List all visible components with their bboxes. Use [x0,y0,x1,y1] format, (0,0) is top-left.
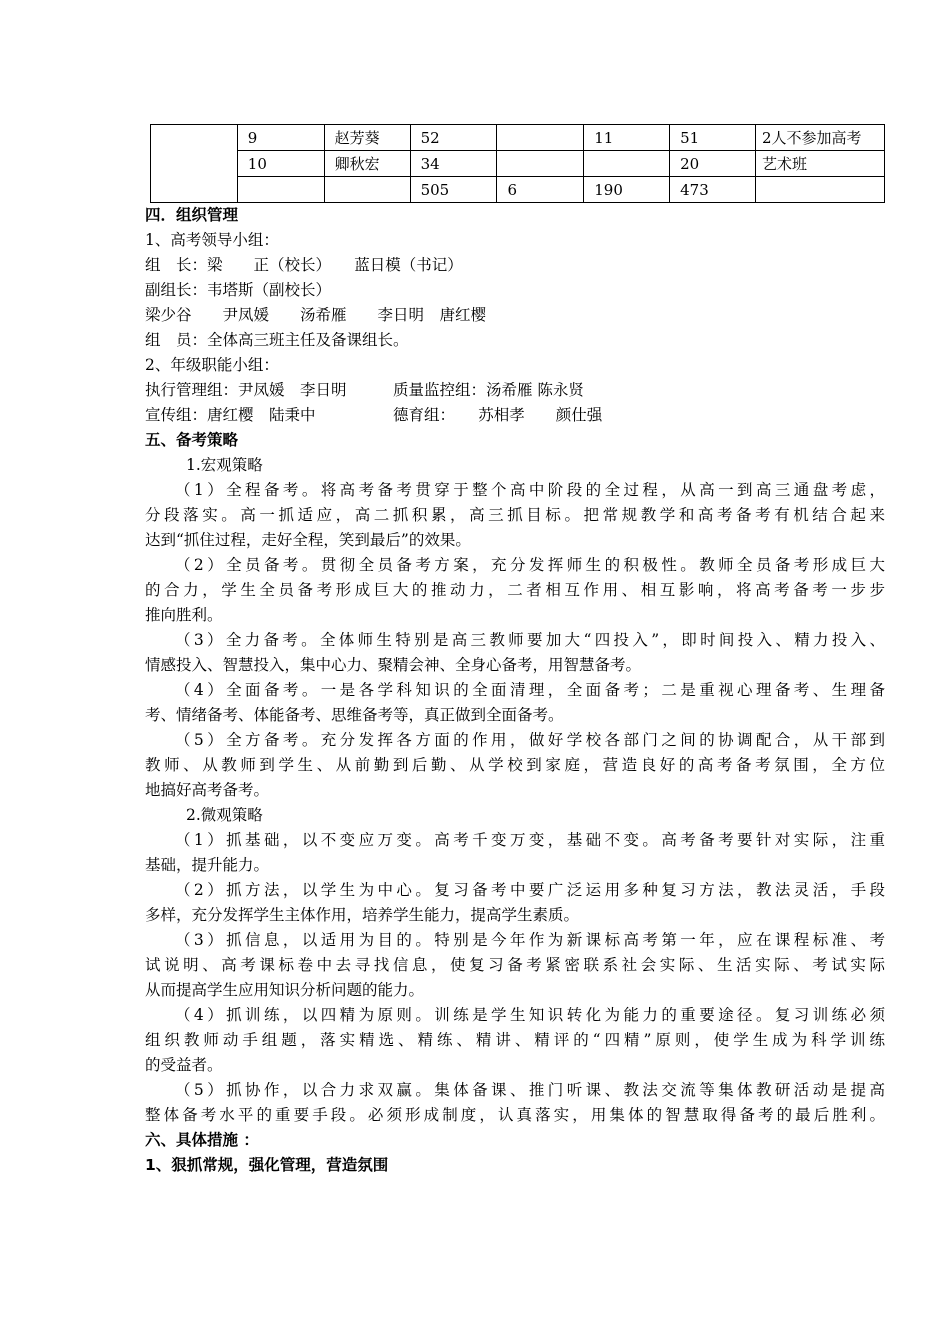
paragraph-line: （5）抓协作，以合力求双赢。集体备课、推门听课、教法交流等集体教研活动是提高 [175,1081,885,1099]
text-line: 2、年级职能小组： [145,356,279,374]
paragraph-line: 整体备考水平的重要手段。必须形成制度，认真落实，用集体的智慧取得备考的最后胜利。 [145,1106,885,1124]
table-cell [756,177,885,203]
paragraph-line: （4）全面备考。一是各学科知识的全面清理，全面备考；二是重视心理备考、生理备 [175,681,885,699]
section-heading: 五、备考策略 [145,431,239,449]
paragraph-line: 的合力，学生全员备考形成巨大的推动力，二者相互作用、相互影响，将高考备考一步步 [145,581,885,599]
subheading: 1.宏观策略 [186,456,263,474]
section-heading: 六、具体措施 ： [145,1131,259,1149]
table-cell: 34 [410,151,497,177]
table-cell: 9 [237,125,324,151]
subheading: 2.微观策略 [186,806,263,824]
paragraph-line: 的受益者。 [145,1056,223,1074]
paragraph-line: 从而提高学生应用知识分析问题的能力。 [145,981,425,999]
table-cell: 11 [584,125,670,151]
paragraph-line: （2）全员备考。贯彻全员备考方案，充分发挥师生的积极性。教师全员备考形成巨大 [175,556,885,574]
table-cell [324,177,410,203]
text-line: 梁少谷 尹凤媛 汤希雁 李日明 唐红樱 [145,306,487,324]
paragraph-line: 考、情绪备考、体能备考、思维备考等，真正做到全面备考。 [145,706,564,724]
table-row [151,125,885,151]
paragraph-line: （3）抓信息，以适用为目的。特别是今年作为新课标高考第一年，应在课程标准、考 [175,931,885,949]
paragraph-line: （4）抓训练，以四精为原则。训练是学生知识转化为能力的重要途径。复习训练必须 [175,1006,885,1024]
paragraph-line: （3）全力备考。全体师生特别是高三教师要加大“四投入”，即时间投入、精力投入、 [175,631,885,649]
table-cell [151,125,238,203]
paragraph-line: 基础，提升能力。 [145,856,270,874]
statistics-table [150,124,885,203]
text-line: 执行管理组：尹凤媛 李日明 质量监控组：汤希雁 陈永贤 [145,381,584,399]
paragraph-line: （5）全方备考。充分发挥各方面的作用，做好学校各部门之间的协调配合，从干部到 [175,731,885,749]
text-line: 宣传组：唐红樱 陆秉中 德育组： 苏相孝 颜仕强 [145,406,603,424]
table-cell: 2人不参加高考 [756,125,885,151]
paragraph-line: 组织教师动手组题，落实精选、精练、精讲、精评的“四精”原则，使学生成为科学训练 [145,1031,885,1049]
table-cell: 505 [410,177,497,203]
paragraph-line: 情感投入、智慧投入，集中心力、聚精会神、全身心备考，用智慧备考。 [145,656,642,674]
paragraph-line: 地搞好高考备考。 [145,781,270,799]
paragraph-line: 推向胜利。 [145,606,223,624]
paragraph-line: 达到“抓住过程，走好全程，笑到最后”的效果。 [145,531,471,549]
table-cell: 赵芳葵 [324,125,410,151]
table-row [151,151,885,177]
paragraph-line: （1）抓基础，以不变应万变。高考千变万变，基础不变。高考备考要针对实际，注重 [175,831,885,849]
table-cell: 卿秋宏 [324,151,410,177]
paragraph-line: 分段落实。高一抓适应，高二抓积累，高三抓目标。把常规教学和高考备考有机结合起来 [145,506,885,524]
table-cell [497,151,584,177]
table-cell: 190 [584,177,670,203]
paragraph-line: 教师、从教师到学生、从前勤到后勤、从学校到家庭，营造良好的高考备考氛围，全方位 [145,756,885,774]
table-row [151,177,885,203]
text-line: 1、高考领导小组： [145,231,279,249]
table-cell: 51 [670,125,756,151]
paragraph-line: （2）抓方法，以学生为中心。复习备考中要广泛运用多种复习方法，教法灵活，手段 [175,881,885,899]
text-line: 组 长：梁 正（校长） 蓝日模（书记） [145,256,463,274]
paragraph-line: （1）全程备考。将高考备考贯穿于整个高中阶段的全过程，从高一到高三通盘考虑， [175,481,885,499]
table-cell [584,151,670,177]
text-line: 副组长：韦塔斯（副校长） [145,281,332,299]
paragraph-line: 试说明、高考课标卷中去寻找信息，使复习备考紧密联系社会实际、生活实际、考试实际 [145,956,885,974]
paragraph-line: 多样，充分发挥学生主体作用，培养学生能力，提高学生素质。 [145,906,580,924]
table-cell: 6 [497,177,584,203]
table-cell [497,125,584,151]
table-cell: 20 [670,151,756,177]
table-cell: 473 [670,177,756,203]
table-cell: 10 [237,151,324,177]
table-cell [237,177,324,203]
text-line: 组 员：全体高三班主任及备课组长。 [145,331,409,349]
section-heading: 四．组织管理 [145,206,239,224]
table-cell: 52 [410,125,497,151]
table-cell: 艺术班 [756,151,885,177]
subsection-heading: 1、狠抓常规，强化管理，营造氛围 [145,1156,389,1174]
